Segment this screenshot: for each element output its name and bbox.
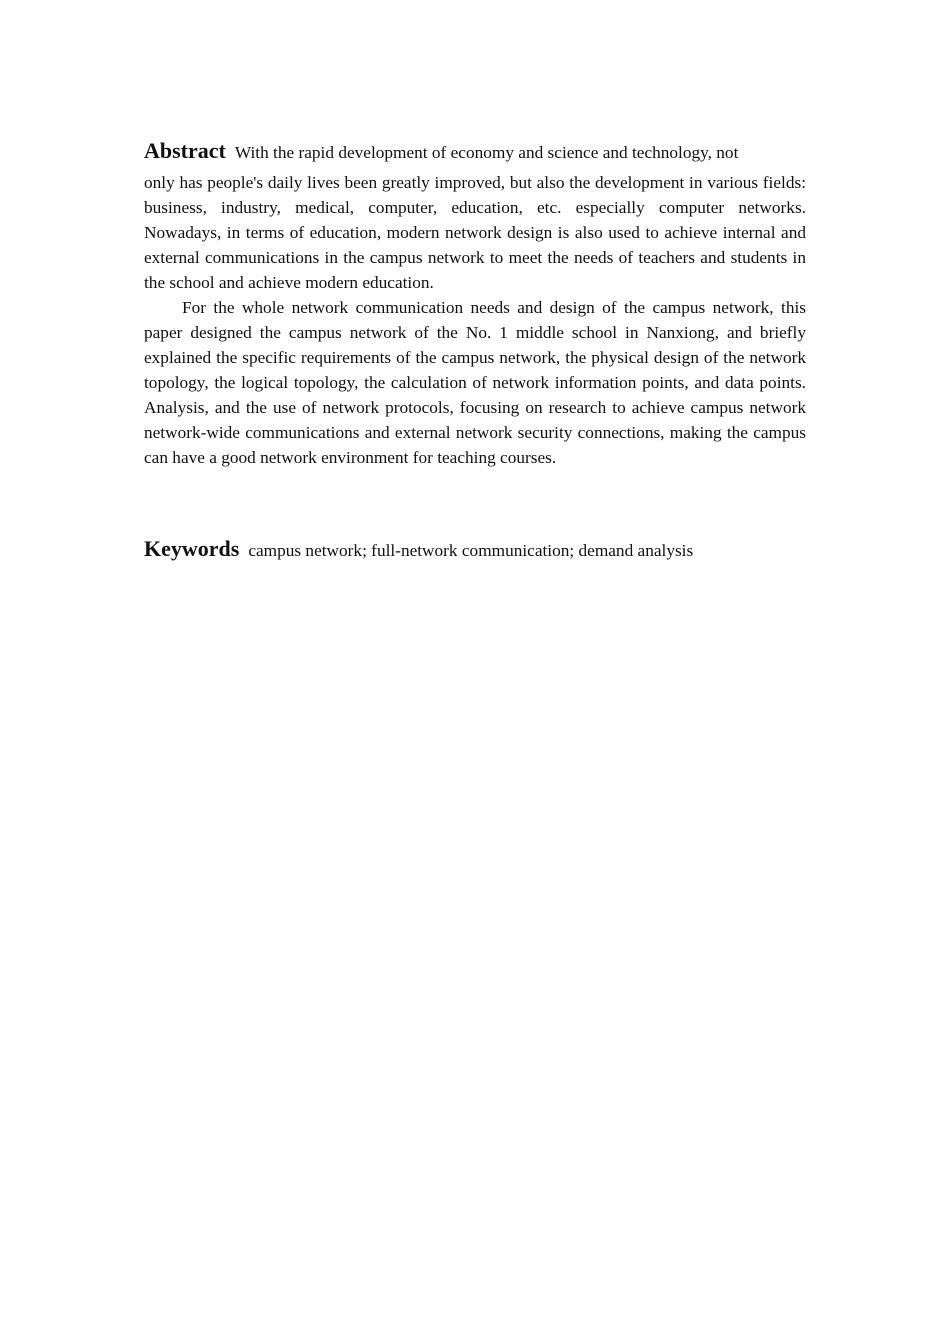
abstract-paragraph-1 (144, 134, 806, 170)
abstract-label: Abstract (144, 138, 226, 163)
keywords-label: Keywords (144, 536, 240, 561)
abstract-paragraph-1-continued: only has people's daily lives been greatly improved, but also the development in various fields: business, industry, medical, computer, education, etc. especially computer networks. Nowadays, in terms of education, modern network design is also used to achieve internal and external communications in the campus network to meet the needs of teachers and students in the school and achieve modern education. (144, 173, 806, 292)
keywords-text: campus network; full-network communication; demand analysis (248, 541, 694, 560)
abstract-lead-text: With the rapid development of economy and science and technology, not (234, 143, 739, 162)
abstract-paragraph-2: For the whole network communication needs and design of the campus network, this paper designed the campus network of the No. 1 middle school in Nanxiong, and briefly explained the specific requirements of the campus network, the physical design of the network topology, the logical topology, the calculation of network information points, and data points. Analysis, and the use of network protocols, focusing on research to achieve campus network network-wide communications and external network security connections, making the campus can have a good network environment for teaching courses. (144, 298, 806, 467)
abstract-section (144, 134, 806, 470)
keywords-section (144, 532, 806, 568)
